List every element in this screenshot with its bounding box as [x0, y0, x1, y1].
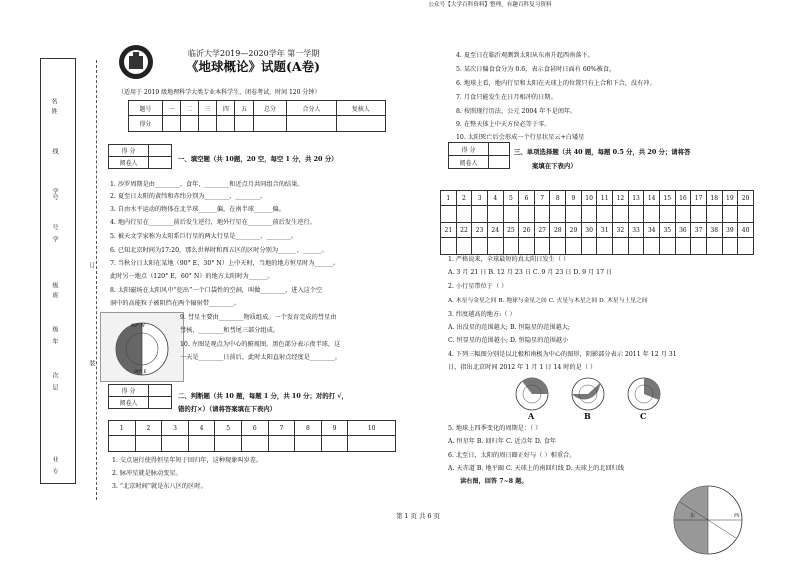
section2-title-cont: 错的打×）（请将答案填在下表内） [178, 405, 277, 413]
answer-number: 1 [109, 421, 136, 436]
answer-number: 38 [706, 223, 722, 238]
choice-answer-grid [440, 190, 754, 255]
q10-figure [100, 312, 184, 382]
answer-number: 27 [534, 223, 550, 238]
answer-cell[interactable] [534, 238, 550, 255]
answer-cell[interactable] [472, 206, 488, 223]
judgement-item: 5. 某次日偏食食分为 0.6，表示食甚时日面有 60%被食。 [456, 66, 616, 73]
binding-label: 号 [51, 224, 58, 230]
answer-cell[interactable] [135, 436, 162, 452]
figure-letter: B [584, 411, 591, 421]
answer-number: 13 [628, 191, 644, 206]
binding-label: 学 [51, 236, 58, 242]
answer-cell[interactable] [215, 436, 242, 452]
fill-blank-item: 6. 已知北京时间为17:20，那么世界时和西五区的区时分别为______、______。 [110, 247, 328, 254]
score-row-label: 得分 [129, 116, 163, 132]
figure-label: 西 [734, 513, 740, 519]
score-cell[interactable] [235, 116, 253, 132]
score-box-label: 得 分 [109, 145, 149, 157]
choice-item: 1. 严格说来，全球最短的真太阳日发生（ ） [448, 256, 570, 263]
score-cell[interactable] [162, 116, 180, 132]
score-table [128, 100, 386, 132]
binding-label: 名 [50, 98, 57, 104]
answer-number: 11 [597, 191, 613, 206]
answer-number: 30 [581, 223, 597, 238]
judgement-item: 7. 月食只能发生在日月相冲的日期。 [456, 94, 557, 101]
binding-label: 业 [51, 456, 58, 462]
answer-number: 16 [675, 191, 691, 206]
answer-cell[interactable] [503, 206, 519, 223]
binding-label: 班 [51, 292, 58, 298]
answer-number: 6 [241, 421, 268, 436]
score-cell[interactable] [253, 116, 287, 132]
fill-blank-item: 2. 夏至日太阳的黄纬和赤纬分别为________、________。 [110, 193, 267, 200]
choice-options: A. 天赤道 B. 地平圈 C. 天球上的南回归线 D. 天球上的北回归线 [448, 465, 625, 472]
answer-number: 7 [268, 421, 295, 436]
answer-number: 9 [566, 191, 582, 206]
choice-item: 3. 纬度越高的地方:（ ） [448, 311, 516, 318]
fill-blank-item: 1. 沙罗周期是由________、食年、________和近点月共同组合的结果。 [110, 181, 304, 188]
answer-number: 3 [162, 421, 189, 436]
fill-blank-item: 一天是________日前后，此时太阳直射点经度是________。 [180, 354, 341, 361]
choice-item: 4. 下列三幅图分别是以北极和南极为中心的图形，阴影部分表示 2011 年 12 月 31 [448, 351, 677, 358]
answer-cell[interactable] [519, 206, 535, 223]
choice-item: 5. 地球上四季变化的周期是：（ ） [448, 425, 542, 432]
choice-options: A. 出没星的范围越大; B. 恒隐星的范围越大; [448, 324, 571, 331]
binding-box [40, 58, 76, 484]
answer-cell[interactable] [456, 206, 472, 223]
answer-number: 12 [613, 191, 629, 206]
answer-number: 14 [644, 191, 660, 206]
choice-options: A. 恒星年 B. 回归年 C. 近点年 D. 食年 [448, 438, 556, 445]
choice-item: 6. 北至日，太阳的周日圈正好与（ ）相重合。 [448, 452, 576, 459]
answer-number: 8 [550, 191, 566, 206]
fill-blank-item: 7. 当秋分日太阳在某地（90° E，30° N）上中天时，当地的地方恒星时为______。 [110, 260, 340, 267]
answer-number: 3 [472, 191, 488, 206]
figure-letter: A [528, 411, 535, 421]
reading-prompt: 读右图，回答 7~8 题。 [460, 478, 528, 485]
score-header-cell: 复核人 [336, 101, 385, 116]
judgement-item: 4. 夏至日在临沂观测到太阳从东南升起西南落下。 [456, 52, 594, 59]
section3-score-box [448, 142, 510, 169]
judgement-item: 8. 按照现行历法，公元 2004 年不是闰年。 [456, 108, 577, 115]
fill-blank-item: 9. 彗星主要由________物质组成。一个发育完成的彗星由 [180, 314, 337, 321]
answer-cell[interactable] [503, 238, 519, 255]
score-header-cell: 合分人 [287, 101, 336, 116]
answer-cell[interactable] [581, 238, 597, 255]
judgement-item: 1. 交点退行使得恒星年短于回归年，这种现象叫岁差。 [112, 457, 263, 464]
fill-blank-item: 此时另一地点（120° E，60° N）的地方太阳时为______。 [110, 273, 274, 280]
answer-number: 40 [738, 223, 754, 238]
answer-cell[interactable] [566, 238, 582, 255]
answer-number: 26 [519, 223, 535, 238]
binding-label: 年 [51, 338, 58, 344]
answer-cell[interactable] [268, 436, 295, 452]
score-cell[interactable] [287, 116, 336, 132]
answer-cell[interactable] [109, 436, 136, 452]
choice-item: 2. 小行星带位于（ ） [448, 283, 508, 290]
answer-cell[interactable] [487, 238, 503, 255]
answer-cell[interactable] [738, 238, 754, 255]
figure-b [572, 378, 604, 410]
judgement-item: 9. 在整天体上中天方位必等于零。 [456, 121, 551, 128]
answer-cell[interactable] [441, 206, 457, 223]
fill-blank-item: 10. 左图是观点为中心的俯视图，黑色部分表示夜半球，这 [180, 341, 341, 348]
answer-number: 23 [472, 223, 488, 238]
answer-number: 2 [456, 191, 472, 206]
answer-cell[interactable] [738, 206, 754, 223]
choice-options: A. 3 月 21 日 B. 12 月 23 日 C. 9 月 23 日 D. 9 月 17 日 [448, 269, 613, 276]
answer-number: 33 [628, 223, 644, 238]
judgement-item: 6. 地球上看，地内行星和太阳在天球上的位置只有上合和下合，没有冲。 [456, 80, 656, 87]
exam-title: 《地球概论》试题(A卷) [186, 59, 321, 74]
answer-cell[interactable] [691, 238, 707, 255]
score-box-label: 阅卷人 [109, 157, 149, 169]
figure-a [516, 377, 548, 410]
section3-title: 三、单项选择题（共 40 题，每题 0.5 分，共 20 分；请将答 [514, 148, 691, 156]
answer-number: 31 [597, 223, 613, 238]
answer-number: 25 [503, 223, 519, 238]
page-indicator: 第 1 页 共 6 页 [396, 512, 440, 520]
answer-cell[interactable] [566, 206, 582, 223]
answer-cell[interactable] [321, 436, 348, 452]
answer-number: 10 [581, 191, 597, 206]
figure-label: 90° E [134, 370, 147, 375]
answer-cell[interactable] [441, 238, 457, 255]
judgement-item: 2. 脉冲星就是脉动变星。 [112, 470, 182, 477]
answer-number: 5 [503, 191, 519, 206]
answer-cell[interactable] [597, 238, 613, 255]
score-cell[interactable] [199, 116, 217, 132]
answer-number: 4 [487, 191, 503, 206]
answer-number: 22 [456, 223, 472, 238]
university-logo [118, 44, 154, 80]
answer-number: 10 [348, 421, 396, 436]
answer-number: 4 [188, 421, 215, 436]
score-box-label: 得 分 [109, 385, 149, 397]
binding-cut-line [96, 60, 97, 500]
score-header-cell: 题号 [129, 101, 163, 116]
answer-number: 18 [706, 191, 722, 206]
section3-title-cont: 案填在下表内） [532, 162, 577, 170]
score-box-cell[interactable] [489, 156, 510, 169]
answer-cell[interactable] [628, 206, 644, 223]
answer-cell[interactable] [722, 206, 738, 223]
answer-cell[interactable] [472, 238, 488, 255]
binding-label: 层 [51, 384, 58, 390]
answer-number: 21 [441, 223, 457, 238]
section2-score-box [108, 384, 172, 409]
judgement-answer-grid [108, 420, 396, 452]
fill-blank-item: 8. 太阳磁场在太阳风中“挖出”一个口袋性的空洞，叫做________，进入这个空 [110, 287, 323, 294]
answer-cell[interactable] [162, 436, 189, 452]
answer-number: 34 [644, 223, 660, 238]
score-box-label: 阅卷人 [109, 397, 149, 409]
score-box-cell[interactable] [149, 397, 172, 409]
score-box-label: 阅卷人 [449, 156, 489, 169]
answer-cell[interactable] [597, 206, 613, 223]
answer-cell[interactable] [691, 206, 707, 223]
answer-cell[interactable] [534, 206, 550, 223]
choice-options: C. 恒显星的范围越小; D. 恒隐星的范围越小 [448, 337, 569, 344]
figure-label: 东 [690, 513, 696, 519]
binding-label: 级 [51, 282, 58, 288]
binding-label: 装 [88, 360, 95, 366]
answer-cell[interactable] [613, 238, 629, 255]
section2-title: 二、判断题（共 10 题，每题 1 分，共 10 分；对的打 √， [178, 392, 348, 400]
exam-term: 临沂大学2019—2020学年 第一学期 [188, 49, 320, 58]
answer-cell[interactable] [295, 436, 322, 452]
answer-number: 6 [519, 191, 535, 206]
figure-label: 90° W [131, 324, 146, 329]
answer-number: 24 [487, 223, 503, 238]
answer-cell[interactable] [659, 238, 675, 255]
answer-number: 19 [722, 191, 738, 206]
score-box-label: 得 分 [449, 143, 489, 156]
choice-item: 日，指出北京时间 2012 年 1 月 1 日 14 时的是（ ） [448, 364, 597, 371]
score-header-cell: 二 [180, 101, 198, 116]
answer-cell[interactable] [644, 206, 660, 223]
score-cell[interactable] [336, 116, 385, 132]
judgement-item: 3. “北京时间”就是东八区的区时。 [112, 483, 207, 490]
answer-cell[interactable] [722, 238, 738, 255]
answer-cell[interactable] [348, 436, 396, 452]
answer-number: 28 [550, 223, 566, 238]
answer-cell[interactable] [456, 238, 472, 255]
score-box-cell[interactable] [149, 157, 172, 169]
answer-cell[interactable] [706, 206, 722, 223]
answer-number: 29 [566, 223, 582, 238]
binding-label: 订 [88, 262, 95, 268]
answer-number: 32 [613, 223, 629, 238]
answer-cell[interactable] [581, 206, 597, 223]
exam-note: （适用于 2019 级地理科学大类专业本科学生，闭卷考试，时间 120 分钟） [118, 89, 321, 96]
score-header-cell: 五 [235, 101, 253, 116]
binding-label: 学号 [51, 188, 58, 200]
fill-blank-item: 3. 自由水平运动的物体在北半球______偏，在南半球______偏。 [110, 206, 285, 213]
figure-letter: C [640, 411, 647, 421]
answer-number: 2 [135, 421, 162, 436]
score-box-cell[interactable] [149, 145, 172, 157]
binding-label: 次 [51, 372, 58, 378]
answer-cell[interactable] [644, 238, 660, 255]
answer-cell[interactable] [706, 238, 722, 255]
score-box-cell[interactable] [149, 385, 172, 397]
answer-cell[interactable] [659, 206, 675, 223]
answer-cell[interactable] [519, 238, 535, 255]
answer-cell[interactable] [241, 436, 268, 452]
score-box-cell[interactable] [489, 143, 510, 156]
binding-label: 级 [51, 326, 58, 332]
answer-cell[interactable] [628, 238, 644, 255]
answer-number: 20 [738, 191, 754, 206]
choice-options: A. 木星与金星之间 B. 地球与金星之间 C. 火星与木星之间 D. 木星与土星之间 [448, 298, 648, 304]
answer-cell[interactable] [550, 238, 566, 255]
answer-number: 15 [659, 191, 675, 206]
score-header-cell: 三 [199, 101, 217, 116]
answer-number: 9 [321, 421, 348, 436]
fill-blank-item: 洞中的高能粒子被阻挡在两个辐射带________。 [110, 300, 240, 307]
fill-blank-item: 4. 地内行星在________前后发生逆行，地外行星在________前后发生逆行。 [110, 219, 316, 226]
answer-number: 36 [675, 223, 691, 238]
answer-cell[interactable] [675, 238, 691, 255]
judgement-item: 10. 太阳死亡后会形成一个行星状星云+白矮星 [456, 134, 585, 141]
answer-cell[interactable] [675, 206, 691, 223]
answer-number: 35 [659, 223, 675, 238]
score-cell[interactable] [217, 116, 235, 132]
answer-cell[interactable] [613, 206, 629, 223]
figure-c [628, 378, 660, 410]
score-header-cell: 一 [162, 101, 180, 116]
answer-number: 17 [691, 191, 707, 206]
score-cell[interactable] [180, 116, 198, 132]
answer-number: 39 [722, 223, 738, 238]
fill-blank-item: 彗核、________和彗尾三部分组成。 [180, 327, 279, 334]
score-header-cell: 四 [217, 101, 235, 116]
answer-number: 5 [215, 421, 242, 436]
binding-label: 线 [51, 148, 58, 154]
answer-cell[interactable] [188, 436, 215, 452]
binding-label: 专 [51, 468, 58, 474]
binding-label: 姓 [50, 108, 57, 114]
answer-cell[interactable] [487, 206, 503, 223]
answer-number: 1 [441, 191, 457, 206]
answer-number: 37 [691, 223, 707, 238]
fill-blank-item: 5. 被天文学家称为太阳系巨行星的两大行星是________、________。 [110, 233, 298, 240]
answer-number: 7 [534, 191, 550, 206]
answer-number: 8 [295, 421, 322, 436]
header-note: 公众号【大学百科资料】整理，有趣百科复习资料 [428, 2, 552, 8]
section1-title: 一、填空题（共 10题，20 空，每空 1 分，共 20 分） [178, 155, 338, 163]
answer-cell[interactable] [550, 206, 566, 223]
section1-score-box [108, 144, 172, 169]
score-header-cell: 总分 [253, 101, 287, 116]
